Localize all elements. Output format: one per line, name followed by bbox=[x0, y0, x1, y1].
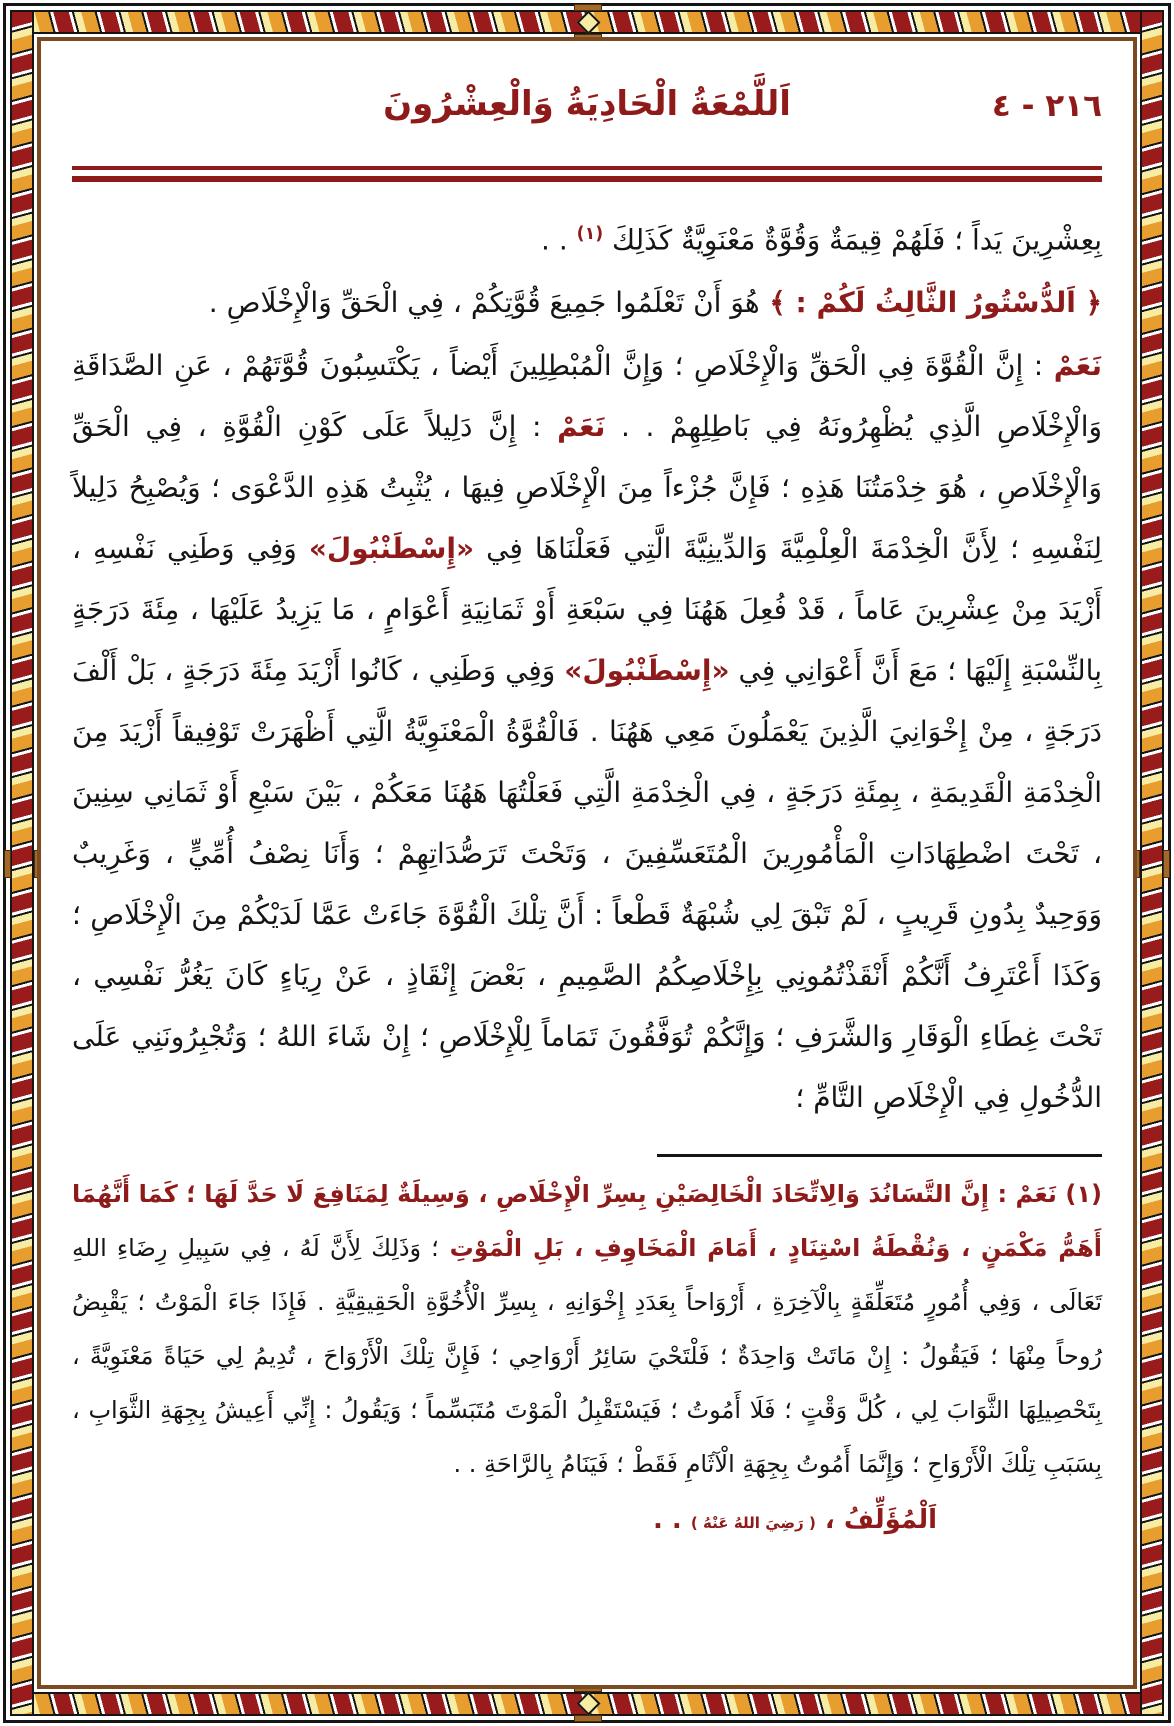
text-run: ﴿ اَلدُّسْتُورُ الثَّالِثُ لَكُمْ : ﴾ bbox=[759, 286, 1102, 320]
text-run: : إِنَّ دَلِيلاً عَلَى كَوْنِ الْقُوَّةِ ، فِي الْحَقِّ وَالْإِخْلَاصِ ، هُوَ خِدْمَتُنَا هَذِهِ ؛ فَإِنَّ جُزْءاً مِنَ الْإِخْلَاصِ فِيهَا ، يُثْبِتُ هَذِهِ الدَّعْوَى ؛ وَيُصْبِحُ دَلِيلاً لِنَفْسِهِ ؛ لِأَنَّ الْخِدْمَةَ الْعِلْمِيَّةَ وَالدِّينِيَّةَ الَّتِي فَعَلْنَاهَا فِي bbox=[72, 410, 1102, 566]
text-run: . . bbox=[541, 223, 577, 257]
text-run: ( رَضِيَ اللهُ عَنْهُ ) bbox=[690, 1514, 816, 1533]
footnote-text bbox=[72, 1167, 1102, 1491]
body-paragraph-1 bbox=[72, 204, 1102, 270]
page-title: اَللَّمْعَةُ الْحَادِيَةُ وَالْعِشْرُونَ bbox=[383, 84, 791, 124]
page-header bbox=[72, 70, 1102, 152]
text-run: اَلْمُؤَلِّفُ ، bbox=[815, 1505, 937, 1536]
border-tab bbox=[1133, 850, 1140, 878]
border-tab bbox=[574, 34, 602, 41]
border-tab bbox=[4, 850, 11, 878]
text-run: . . bbox=[653, 1505, 691, 1536]
footnote-author-signature bbox=[72, 1493, 937, 1550]
text-run: : إِنَّ الْقُوَّةَ فِي الْحَقِّ وَالْإِخْلَاصِ ؛ وَإِنَّ الْمُبْطِلِينَ أَيْضاً ، يَكْتَسِبُونَ قُوَّتَهُمْ ، عَنِ الصَّدَاقَةِ وَالْإِخْلَاصِ الَّذِي يُظْهِرُونَهُ فِي بَاطِلِهِمْ . . bbox=[72, 349, 1103, 444]
text-run: بِعِشْرِينَ يَداً ؛ فَلَهُمْ قِيمَةٌ وَقُوَّةٌ مَعْنَوِيَّةٌ كَذَلِكَ bbox=[603, 223, 1102, 257]
header-double-rule bbox=[72, 166, 1102, 182]
text-run: (١) bbox=[576, 224, 604, 244]
border-tab bbox=[574, 4, 602, 11]
page-content bbox=[72, 52, 1102, 1684]
body-paragraph-3 bbox=[72, 335, 1102, 1128]
body-paragraph-2 bbox=[72, 272, 1102, 333]
text-run: (١) نَعَمْ : إِنَّ التَّسَانُدَ وَالِاتِّحَادَ الْخَالِصَيْنِ بِسِرِّ الْإِخْلَاصِ ، وَسِيلَةٌ لِمَنَافِعَ لَا حَدَّ لَهَا ؛ كَمَا أَنَّهُمَا أَهَمُّ مَكْمَنٍ ، وَنُقْطَةُ اسْتِنَادٍ ، أَمَامَ الْمَخَاوِفِ ، بَلِ الْمَوْتِ bbox=[72, 1180, 1102, 1263]
ornamental-border-right bbox=[1140, 10, 1164, 1716]
text-run: «إِسْطَنْبُولَ» bbox=[308, 532, 475, 566]
text-run: نَعَمْ bbox=[1053, 349, 1102, 383]
footnote-separator bbox=[657, 1154, 1102, 1157]
text-run: ؛ وَذَلِكَ لِأَنَّ لَهُ ، فِي سَبِيلِ رِضَاءِ اللهِ تَعَالَى ، وَفِي أُمُورٍ مُتَعَلِّقَةٍ بِالْآخِرَةِ ، أَرْوَاحاً بِعَدَدِ إِخْوَانِهِ ، بِسِرِّ الْأُخُوَّةِ الْحَقِيقِيَّةِ . فَإِذَا جَاءَ الْمَوْتُ ؛ يَقْبِضُ رُوحاً مِنْهَا ؛ فَيَقُولُ : إِنْ مَاتَتْ وَاحِدَةٌ ؛ فَلْتَحْيَ سَائِرُ أَرْوَاحِي ؛ فَإِنَّ تِلْكَ الْأَرْوَاحَ ، تُدِيمُ لِي حَيَاةً مَعْنَوِيَّةً ، بِتَحْصِيلِهَا الثَّوَابَ لِي ، كُلَّ وَقْتٍ ؛ فَلَا أَمُوتُ ؛ فَيَسْتَقْبِلُ الْمَوْتَ مُتَبَسِّماً ؛ وَيَقُولُ : إِنِّي أَعِيشُ بِجِهَةِ الثَّوَابِ ، بِسَبَبِ تِلْكَ الْأَرْوَاحِ ؛ وَإِنَّمَا أَمُوتُ بِجِهَةِ الْآثَامِ فَقَطْ ؛ فَيَنَامُ بِالرَّاحَةِ . . bbox=[72, 1234, 1102, 1479]
border-tab bbox=[574, 1685, 602, 1692]
page-number: ٢١٦ - ٤ bbox=[991, 88, 1102, 124]
text-run: وَفِي وَطَنِي نَفْسِهِ ، أَزْيَدَ مِنْ عِشْرِينَ عَاماً ، قَدْ فُعِلَ هَهُنَا فِي سَبْعَةِ أَوْ ثَمَانِيَةِ أَعْوَامٍ ، مَا يَزِيدُ عَلَيْهَا ، مِئَةَ دَرَجَةٍ بِالنِّسْبَةِ إِلَيْهَا ؛ مَعَ أَنَّ أَعْوَانِي فِي bbox=[72, 532, 1102, 688]
border-tab bbox=[574, 1715, 602, 1722]
border-tab bbox=[34, 850, 41, 878]
text-run: نَعَمْ bbox=[557, 410, 606, 444]
text-run: «إِسْطَنْبُولَ» bbox=[564, 654, 730, 688]
text-run: وَفِي وَطَنِي ، كَانُوا أَزْيَدَ مِئَةَ دَرَجَةٍ ، بَلْ أَلْفَ دَرَجَةٍ ، مِنْ إِخْوَانِيَ الَّذِينَ يَعْمَلُونَ مَعِي هَهُنَا . فَالْقُوَّةُ الْمَعْنَوِيَّةُ الَّتِي أَظْهَرَتْ تَوْفِيقاً أَزْيَدَ مِنَ الْخِدْمَةِ الْقَدِيمَةِ ، بِمِئَةِ دَرَجَةٍ ، فِي الْخِدْمَةِ الَّتِي فَعَلْتُهَا هَهُنَا مَعَكُمْ ، بَيْنَ سَبْعِ أَوْ ثَمَانِي سِنِينَ ، تَحْتَ اضْطِهَادَاتِ الْمَأْمُورِينَ الْمُتَعَسِّفِينَ ، وَتَحْتَ تَرَصُّدَاتِهِمْ ؛ وَأَنَا نِصْفُ أُمِّيٍّ ، وَغَرِيبٌ وَوَحِيدٌ بِدُونِ قَرِيبٍ ، لَمْ تَبْقَ لِي شُبْهَةٌ قَطْعاً : أَنَّ تِلْكَ الْقُوَّةَ جَاءَتْ عَمَّا لَدَيْكُمْ مِنَ الْإِخْلَاصِ ؛ وَكَذَا أَعْتَرِفُ أَنَّكُمْ أَنْقَذْتُمُونِي بِإِخْلَاصِكُمُ الصَّمِيمِ ، بَعْضَ إِنْقَاذٍ ، عَنْ رِيَاءٍ كَانَ يَغُرُّ نَفْسِي ، تَحْتَ غِطَاءِ الْوَقَارِ وَالشَّرَفِ ؛ وَإِنَّكُمْ تُوَفَّقُونَ تَمَاماً لِلْإِخْلَاصِ ؛ إِنْ شَاءَ اللهُ ؛ وَتُجْبِرُونَنِي عَلَى الدُّخُولِ فِي الْإِخْلَاصِ التَّامِّ ؛ bbox=[72, 654, 1102, 1115]
ornamental-border-left bbox=[10, 10, 34, 1716]
text-run: هُوَ أَنْ تَعْلَمُوا جَمِيعَ قُوَّتِكُمْ ، فِي الْحَقِّ وَالْإِخْلَاصِ . bbox=[208, 286, 760, 320]
border-tab bbox=[1163, 850, 1170, 878]
